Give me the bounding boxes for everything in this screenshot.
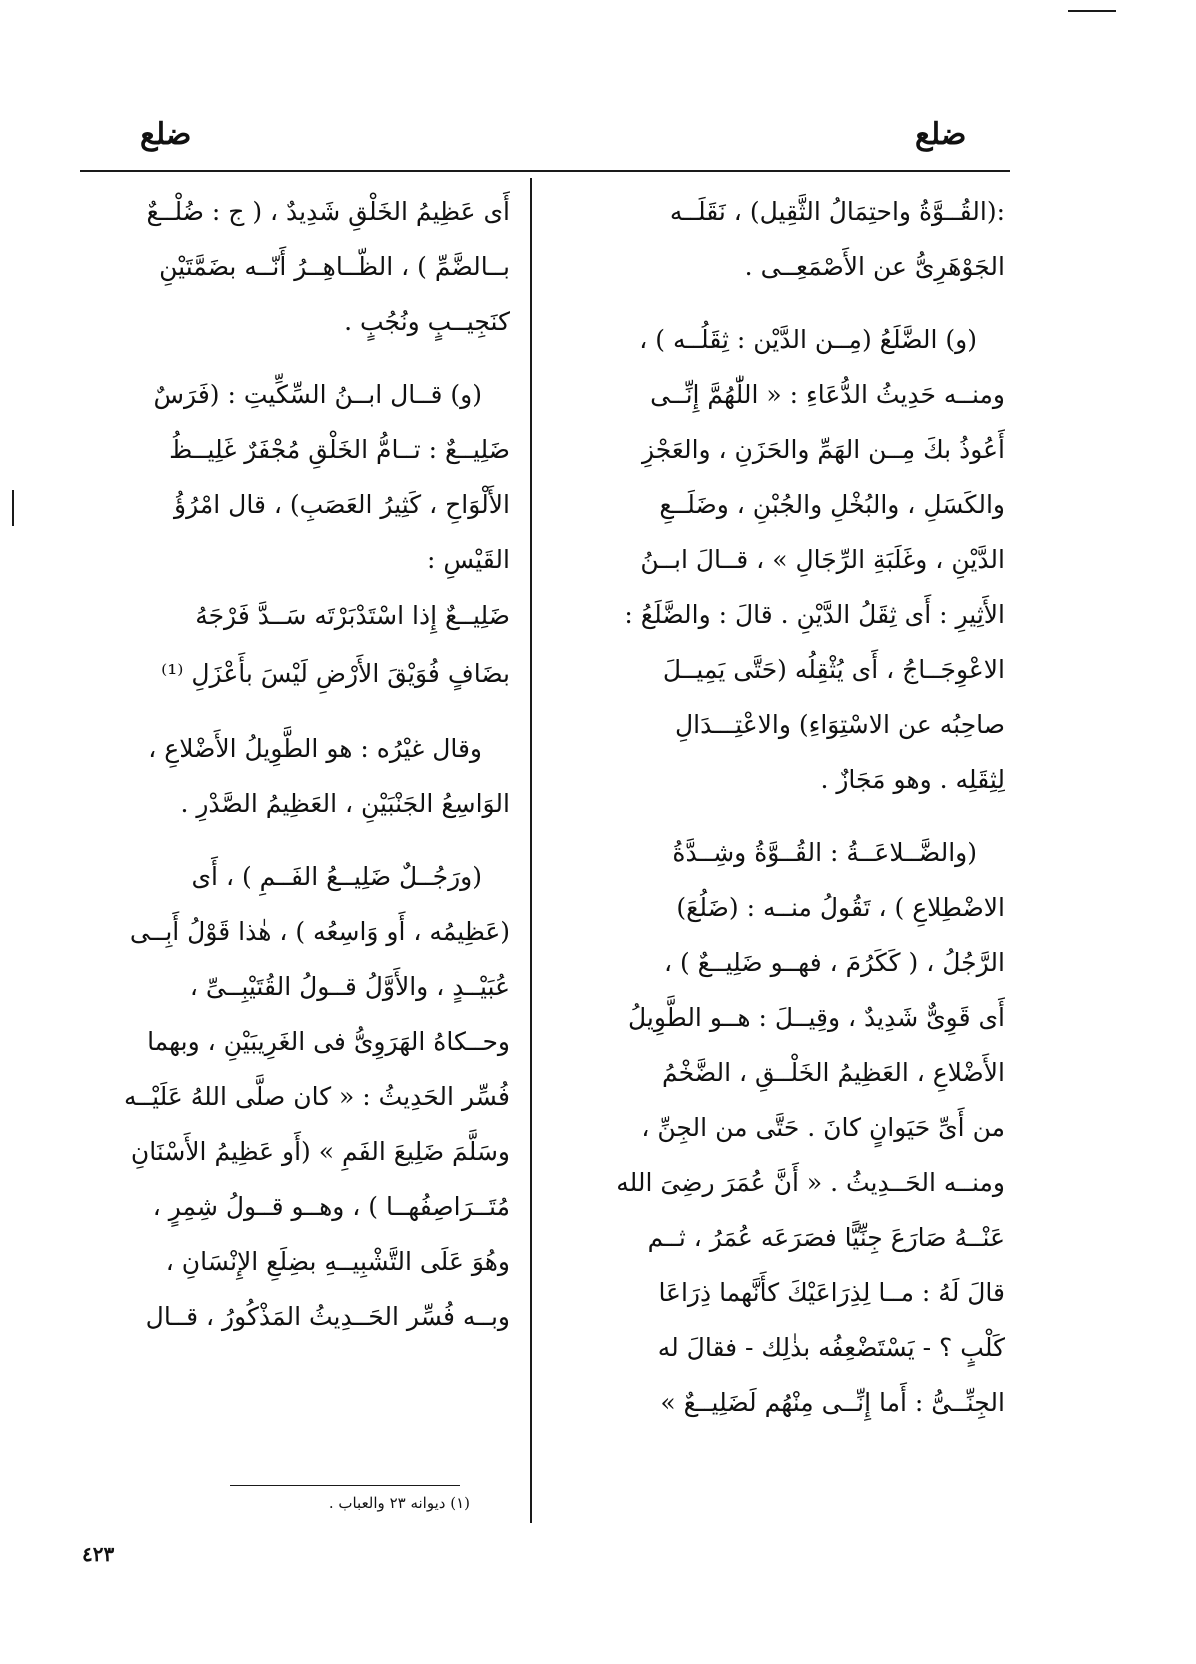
footnote: (١) ديوانه ٢٣ والعباب .	[328, 1494, 470, 1512]
poem-verse: بضَافٍ فُوَيْقَ الأَرْضِ لَيْسَ بأَعْزَلِ ⁽¹⁾	[161, 659, 510, 688]
text-line: الاضْطِلاعِ ) ، تَقُولُ منــه : (ضَلُعَ)	[676, 893, 1005, 922]
text-line: الجِنِّــىُّ : أَما إِنِّــى مِنْهُم لَضَلِيــعٌ »	[660, 1388, 1005, 1417]
header-rule	[80, 170, 1010, 172]
page-number: ٤٢٣	[82, 1542, 115, 1566]
text-line: وحــكاهُ الهَرَوِىُّ فى الغَرِيبَيْنِ ، وبهما	[147, 1027, 510, 1056]
text-line: ومنــه حَدِيثُ الدُّعَاءِ : « اللّٰهُمَّ إِنِّــى	[650, 380, 1005, 409]
running-header-right: ضلع	[915, 117, 967, 152]
text-line: (ورَجُــلٌ ضَلِيــعُ الفَــمِ ) ، أَى	[191, 862, 482, 891]
text-line: بــالضَّمِّ ) ، الظّــاهِــرُ أَنّــه بضَمَّتَيْنِ	[159, 252, 510, 281]
text-line: القَيْسِ :	[427, 545, 510, 574]
right-column	[560, 184, 1005, 1430]
text-line: الأَضْلاعِ ، العَظِيمُ الخَلْــقِ ، الضَّخْمُ	[662, 1058, 1005, 1087]
margin-mark	[12, 490, 14, 526]
left-column	[75, 184, 510, 1344]
corner-mark	[1068, 10, 1116, 12]
text-line: كَلْبٍ ؟ - يَسْتَضْعِفُه بذٰلِك - فقالَ له	[657, 1333, 1005, 1362]
text-line: أَى قَوِىٌّ شَدِيدٌ ، وقِيــلَ : هــو الطَّوِيلُ	[628, 1003, 1005, 1032]
text-line: وبــه فُسِّر الحَــدِيثُ المَذْكُورُ ، قــال	[145, 1302, 510, 1331]
text-line: من أَىِّ حَيَوانٍ كانَ . حَتَّى من الجِنِّ ،	[641, 1113, 1005, 1142]
column-divider	[530, 178, 532, 1523]
text-line: لِثِقَلِه . وهو مَجَازٌ .	[820, 765, 1005, 794]
text-line: وسَلَّمَ ضَلِيعَ الفَمِ » (أَو عَظِيمُ الأَسْنَانِ	[130, 1137, 510, 1166]
text-line: أَى عَظِيمُ الخَلْقِ شَدِيدٌ ، ( ج : ضُلْــعٌ	[146, 197, 510, 226]
text-line: (و) قــال ابــنُ السِّكِّيتِ : (فَرَسٌ	[153, 380, 482, 409]
text-line: الرَّجُلُ ، ( كَكَرُمَ ، فهــو ضَلِيــعٌ ) ،	[663, 948, 1005, 977]
text-line: كنَجِيــبٍ ونُجُبٍ .	[344, 307, 510, 336]
text-line: وقال غيْرُه : هو الطَّوِيلُ الأَضْلاعِ ،	[148, 734, 482, 763]
text-line: أَعُوذُ بكَ مِــن الهَمِّ والحَزَنِ ، والعَجْزِ	[641, 435, 1005, 464]
text-line: الأَلْوَاحِ ، كَثِيرُ العَصَبِ) ، قال امْرُؤُ	[174, 490, 510, 519]
text-line: (والضَّــلاعَــةُ : القُــوَّةُ وشِــدَّةُ	[672, 838, 977, 867]
text-line: الأَثِيرِ : أَى ثِقَلُ الدَّيْنِ . قالَ : والضَّلَعُ :	[624, 600, 1005, 629]
text-line: مُتَــرَاصِفُهــا ) ، وهــو قــولُ شِمِرٍ ،	[152, 1192, 510, 1221]
text-line: الاعْوِجَــاجُ ، أَى يُثْقِلُه (حَتَّى يَمِيــلَ	[662, 655, 1005, 684]
running-header-left: ضلع	[140, 117, 192, 152]
text-line: والكَسَلِ ، والبُخْلِ والجُبْنِ ، وضَلَــعِ	[659, 490, 1005, 519]
text-line: الجَوْهَرِىُّ عن الأَصْمَعِــى .	[744, 252, 1005, 281]
footnote-rule	[230, 1485, 460, 1486]
text-line: ومنــه الحَــدِيثُ . « أَنَّ عُمَرَ رضِىَ الله	[616, 1168, 1005, 1197]
text-line: عُبَيْــدٍ ، والأَوَّلُ قــولُ القُتَيْبِــىِّ ،	[189, 972, 510, 1001]
text-line: الدَّيْنِ ، وغَلَبَةِ الرِّجَالِ » ، قــالَ ابــنُ	[640, 545, 1005, 574]
text-line: :(القُــوَّةُ واحتِمَالُ الثَّقِيل) ، نَقَلَــه	[669, 197, 1005, 226]
text-line: عَنْــهُ صَارَعَ جِنِّيًّا فصَرَعَه عُمَرُ ، ثــم	[647, 1223, 1005, 1252]
poem-verse: ضَلِيــعٌ إِذا اسْتَدْبَرْتَه سَــدَّ فَرْجَهُ	[195, 601, 510, 630]
text-line: فُسِّر الحَدِيثُ : « كان صلَّى اللهُ عَلَيْــه	[124, 1082, 510, 1111]
text-line: (و) الضَّلَعُ (مِــن الدَّيْن : ثِقَلُــه ) ،	[639, 325, 977, 354]
text-line: (عَظِيمُه ، أَو وَاسِعُه ) ، هٰذا قَوْلُ أَبِــى	[129, 917, 510, 946]
text-line: صاحِبُه عن الاسْتِوَاءِ) والاعْتِـــدَالِ	[674, 710, 1005, 739]
text-line: قالَ لَهُ : مــا لِذِرَاعَيْكَ كأَنَّهما ذِرَاعَا	[658, 1278, 1005, 1307]
text-line: وهُوَ عَلَى التَّشْبِيــهِ بضِلَعِ الإِنْسَانِ ،	[165, 1247, 510, 1276]
text-line: ضَلِيــعٌ : تــامُّ الخَلْقِ مُجْفَرٌ غَلِيــظُ	[169, 435, 510, 464]
text-line: الوَاسِعُ الجَنْبَيْنِ ، العَظِيمُ الصَّدْرِ .	[180, 789, 510, 818]
